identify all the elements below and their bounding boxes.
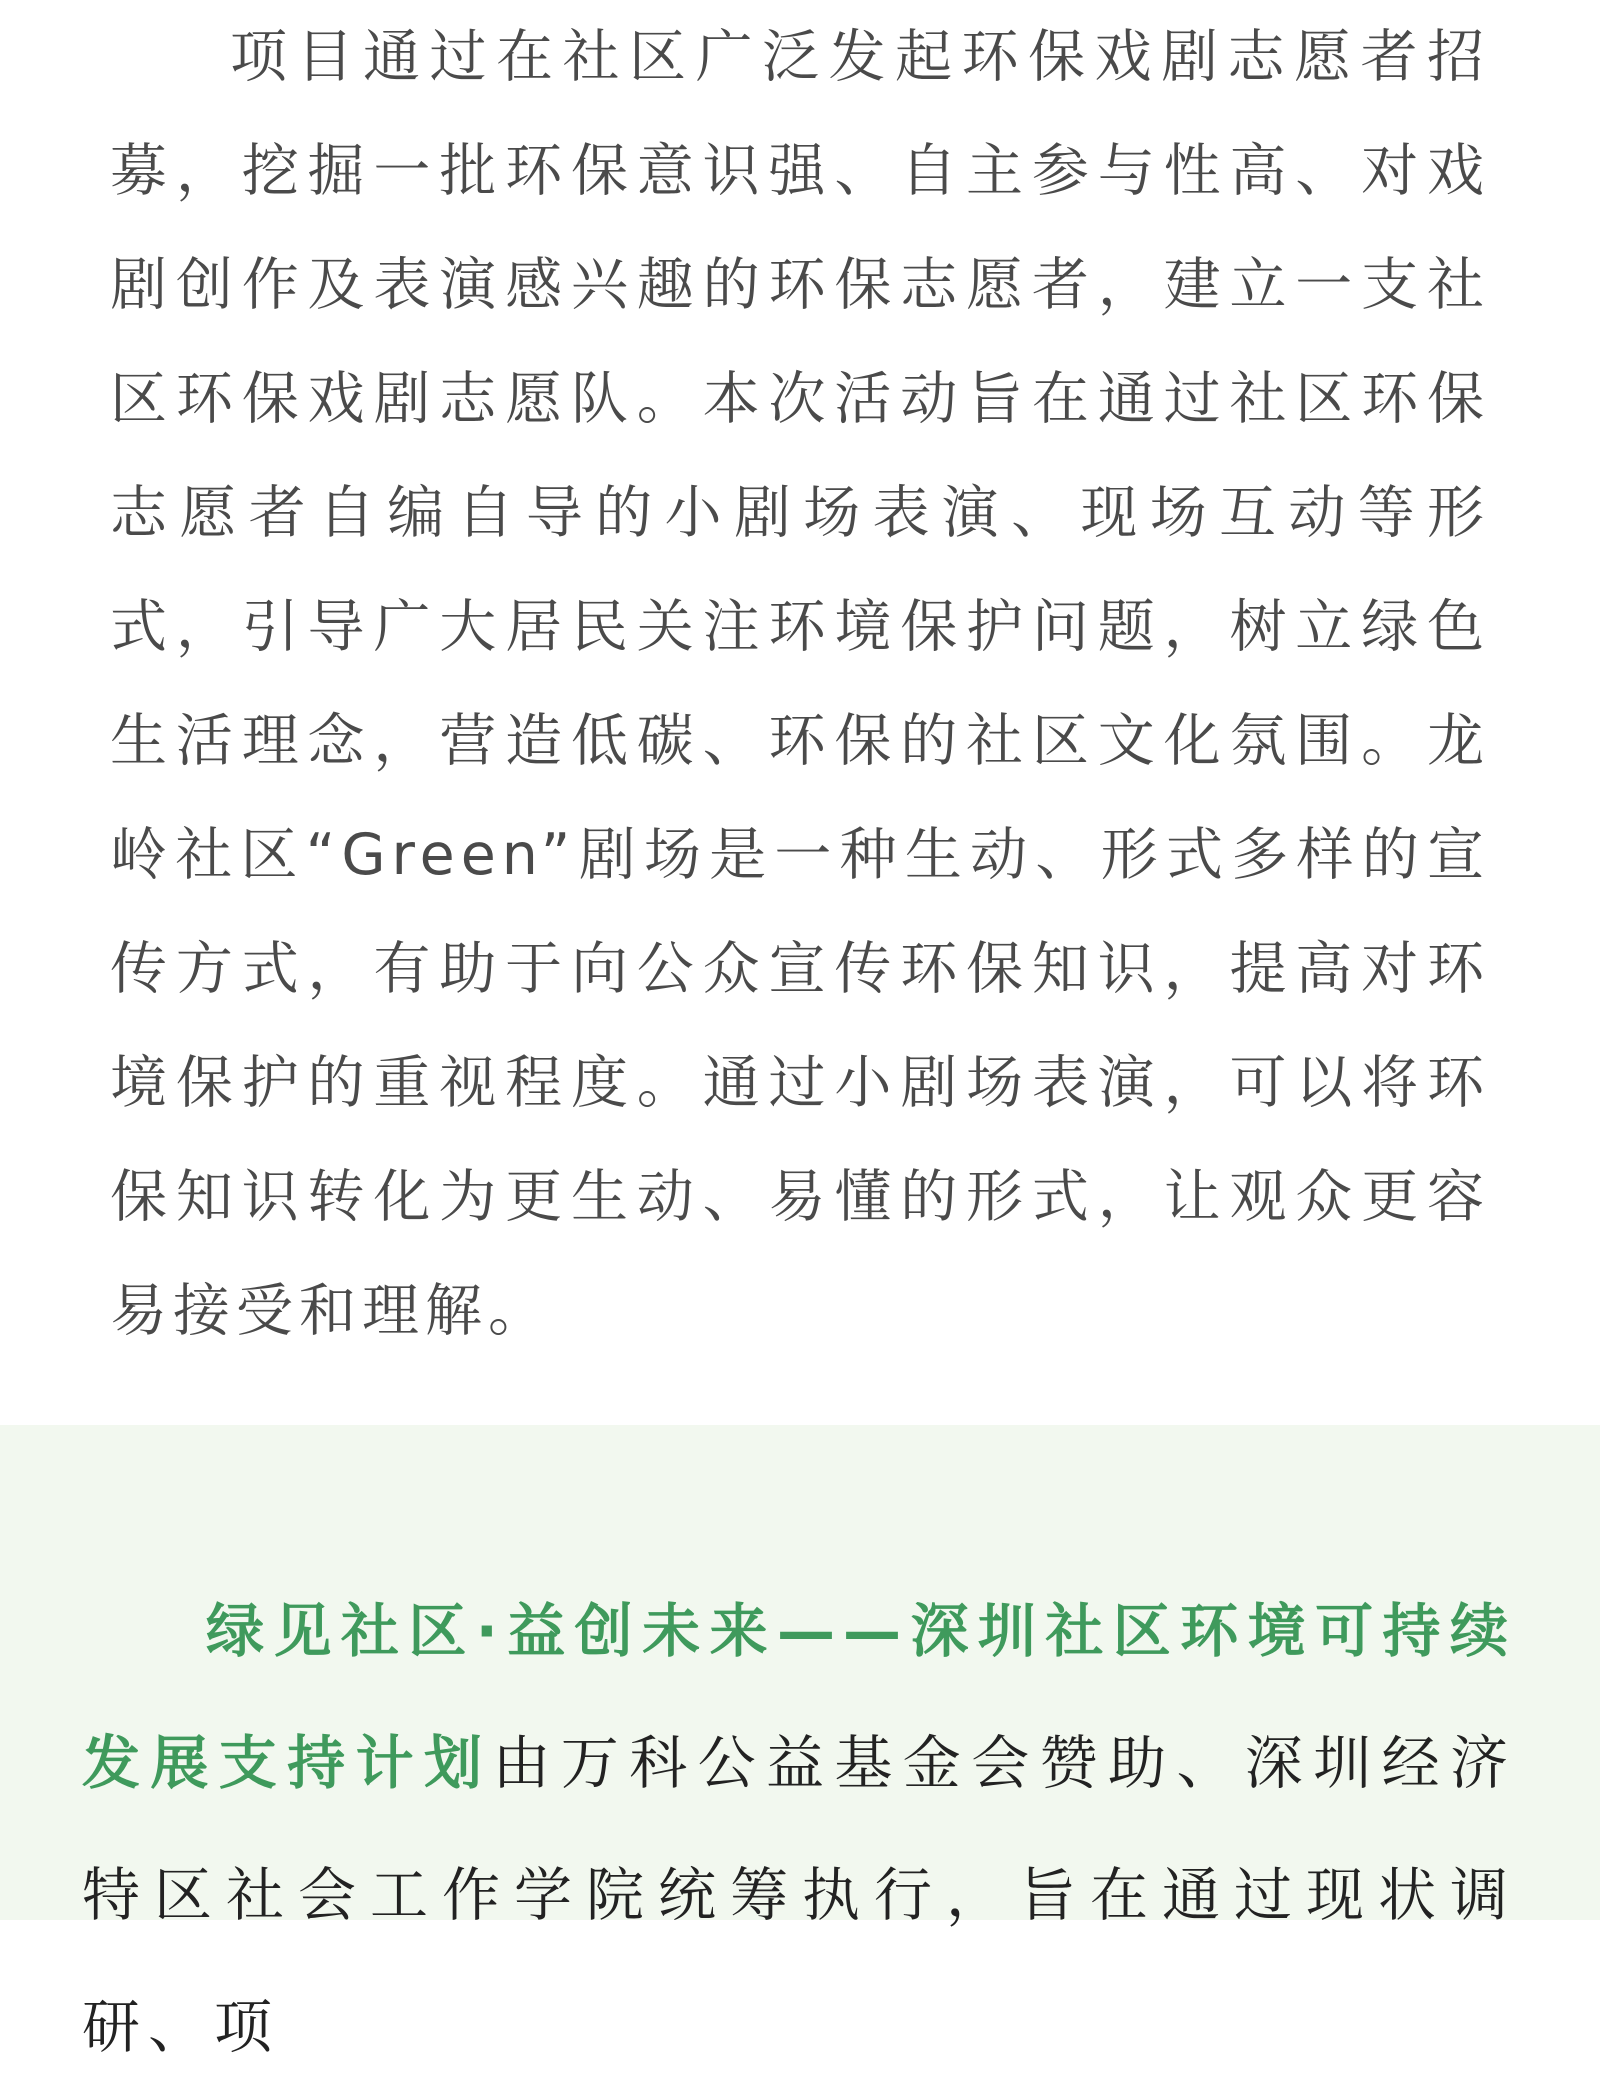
article-paragraph: 项目通过在社区广泛发起环保戏剧志愿者招募，挖掘一批环保意识强、自主参与性高、对戏剧创作及表演感兴趣的环保志愿者，建立一支社区环保戏剧志愿队。本次活动旨在通过社区环保志愿者自编自导的小剧场表演、现场互动等形式，引导广大居民关注环境保护问题，树立绿色生活理念，营造低碳、环保的社区文化氛围。龙岭社区“Green”剧场是一种生动、形式多样的宣传方式，有助于向公众宣传环保知识，提高对环境保护的重视程度。通过小剧场表演，可以将环保知识转化为更生动、易懂的形式，让观众更容易接受和理解。 [110,24,1490,1344]
program-intro-panel [0,1425,1600,2061]
program-intro-text [82,1565,1516,2093]
program-name: 绿见社区·益创未来——深圳社区环境可持续发展支持计划 [82,1597,1516,1797]
program-description: 由万科公益基金会赞助、深圳经济特区社会工作学院统筹执行，旨在通过现状调研、项 [82,1729,1516,2061]
